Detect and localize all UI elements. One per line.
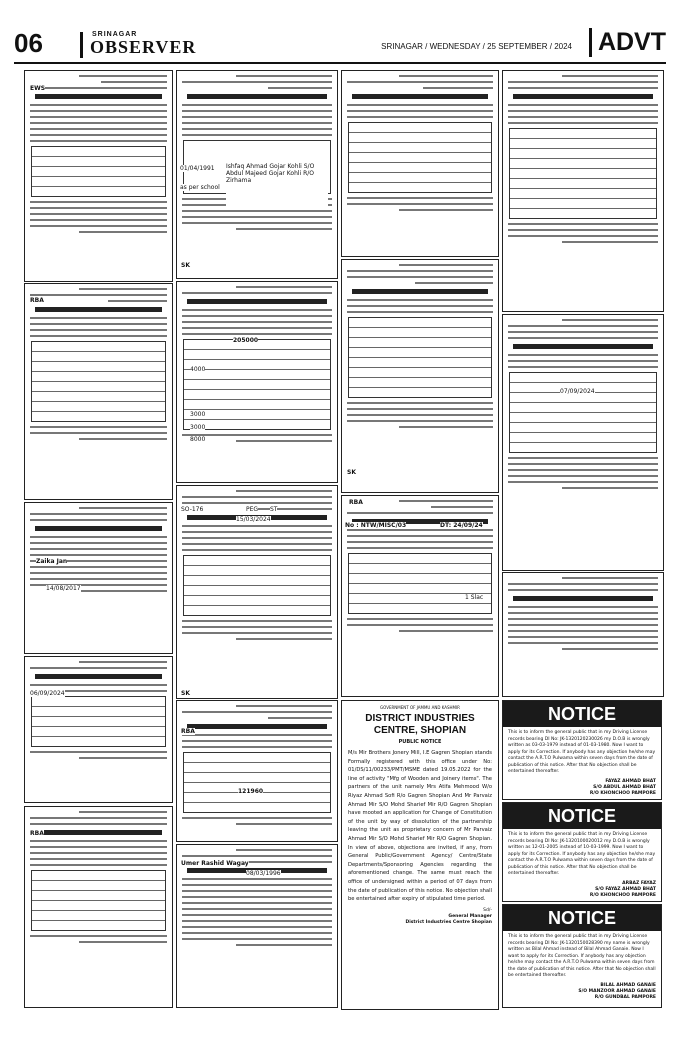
ad-col4-c — [502, 572, 664, 697]
amount-label-2: 121960 — [238, 788, 264, 795]
ntw-date: DT: 24/09/24 — [440, 522, 483, 529]
notice-text: This is to inform the general public that in my Driving License records bearing DI No: JK-1320120230026 my D.O.B is wrongly written as 03-03-1979 instead of 01-03-1980. Now I want to apply for its Correction. If anybody has any objection he/she may contact the A.R.T.O Pulwama within seven days from the date of publication of this notice. After that No objection shall be entertained thereafter. — [508, 730, 656, 774]
date-label-3: 15/03/2024 — [236, 516, 271, 523]
notice-heading: NOTICE — [503, 905, 661, 931]
notice-sd: Sd/- — [483, 907, 492, 913]
page-number: 06 — [14, 28, 43, 58]
rba-label-4: RBA — [349, 499, 363, 506]
notice-name: FAYAZ AHMAD BHAT — [605, 778, 656, 784]
date-label-2: 06/09/2024 — [30, 690, 65, 697]
as-per-school: as per school — [180, 184, 220, 191]
person-name-1: Ishfaq Ahmad Gojar Kohli S/O Abdul Majeed Gojar Kohli R/O Zirhama — [226, 163, 328, 207]
notice-sign-office: District Industries Centre Shopian — [405, 919, 492, 925]
government-label: GOVERNMENT OF JAMMU AND KASHMIR — [380, 705, 460, 710]
st-label: ST — [270, 506, 278, 513]
ad-col3-b — [341, 259, 499, 493]
section-label: ADVT — [589, 28, 666, 57]
ad-col1-b — [24, 283, 173, 500]
date-label-4: 08/03/1996 — [246, 870, 281, 877]
slac-label: 1 Slac — [465, 594, 484, 601]
dl-notice-2 — [502, 802, 662, 902]
notice-parent: S/O ABDUL AHMAD BHAT — [593, 784, 656, 790]
amount-label-1: 205000 — [233, 337, 259, 344]
paper-name-top: SRINAGAR — [92, 31, 138, 38]
sk-label-1: SK — [181, 262, 190, 269]
notice-body: M/s Mir Brothers Jonery Mill, I.E Gagren Shopian stands Formally registered with this office under No: 01/DS/11/00233/PMT/MSME dated 19.05.2022 for the line of activity "Mfg of Wooden and Joinery items". The partners of the unit namely Mrs Atifa Mehmood W/o Riyaz Ahmad Sofi R/o Gagren Shopian And Mr Parvaiz Ahmad Mir S/O Mohd Sharief Mir R/O Gagren Shopian have mooted an application for Change of Constitution of the unit by way of dissolution of the partnership leaving the unit as proprietary concern of Mr Parvaiz Ahmad Mir S/O Mohd Sharief Mir R/O Gagren Shopian. In view of above, objections are invited, if any, from General Public/Government Agency/ Centre/State Departments/Sponsoring Agencies regarding the aforementioned change. The same must reach the office of undersigned within a period of 07 days from the date of publication of this notice. No objection shall be entertained after expiry of stipulated time period. — [348, 750, 492, 903]
ad-col3-a — [341, 70, 499, 257]
ad-col4-b — [502, 314, 664, 571]
notice-sign-title: General Manager — [448, 913, 492, 919]
ad-col1-d — [24, 656, 173, 803]
paper-name: OBSERVER — [90, 37, 197, 57]
notice-title: DISTRICT INDUSTRIES CENTRE, SHOPIAN — [365, 713, 475, 736]
ad-col4-a — [502, 70, 664, 312]
notice-parent: S/O FAYAZ AHMAD BHAT — [595, 886, 656, 892]
notice-text: This is to inform the general public that in my Driving License records bearing DI No: JK-1320150028390 my name is wrongly written as Bilal Ahmad instead of Bilal Ahmad Ganaie. Now I want to apply for its Correction. If anybody has any objection he/she may contact the A.R.T.O Pulwama within seven days from the date of publication of this notice. After that No objection shall be entertained thereafter. — [508, 934, 656, 978]
ntw-number: No : NTW/MISC/03 — [345, 522, 407, 529]
ad-col2-e — [176, 844, 338, 1008]
notice-parent: S/O MANZOOR AHMAD GANAIE — [578, 988, 656, 994]
notice-name: ARBAZ FAYAZ — [622, 880, 656, 886]
date-label-5: 07/09/2024 — [560, 388, 595, 395]
dl-notice-1 — [502, 700, 662, 800]
dob-label-1: 01/04/1991 — [180, 165, 215, 172]
so-label: SO-176 — [181, 506, 204, 513]
date-label-1: 14/08/2017 — [46, 585, 81, 592]
notice-address: R/O GUNDBAL PAMPORE — [594, 994, 656, 1000]
notice-heading: NOTICE — [503, 803, 661, 829]
ews-label: EWS — [30, 85, 46, 92]
dl-notice-3 — [502, 904, 662, 1008]
ad-col1-c — [24, 502, 173, 654]
zaika-name: Zaika Jan — [36, 558, 68, 565]
value-1: 4000 — [190, 366, 206, 373]
district-industries-notice — [341, 700, 499, 1010]
ad-col2-b — [176, 281, 338, 483]
ad-col1-e — [24, 806, 173, 1008]
rba-label-3: RBA — [181, 728, 195, 735]
masthead-divider — [80, 32, 83, 58]
peg-label: PEG — [246, 506, 259, 513]
ad-col1-a — [24, 70, 173, 282]
value-2: 3000 — [190, 411, 206, 418]
sk-label-2: SK — [181, 690, 190, 697]
notice-text: This is to inform the general public that in my Driving License records bearing DI No: JK-1320100020012 my D.O.B is wrongly written as 12-01-2005 instead of 10-03-1999. Now I want to apply for its Correction. If anybody has any objection he/she may contact the A.R.T.O Pulwama within seven days from the date of publication of this notice. After that No objection shall be entertained thereafter. — [508, 832, 656, 876]
rba-label-2: RBA — [30, 830, 44, 837]
notice-subtitle: PUBLIC NOTICE — [398, 739, 442, 745]
umer-name: Umer Rashid Wagay — [181, 860, 249, 867]
notice-address: R/O KHONCHOO PAMPORE — [589, 790, 656, 796]
masthead — [14, 28, 666, 64]
notice-heading: NOTICE — [503, 701, 661, 727]
ad-col2-d — [176, 700, 338, 842]
sk-label-3: SK — [347, 469, 356, 476]
notice-name: BILAL AHMAD GANAIE — [600, 982, 656, 988]
value-3: 3000 — [190, 424, 206, 431]
notice-address: R/O KHONCHOO PAMPORE — [589, 892, 656, 898]
dateline: SRINAGAR / WEDNESDAY / 25 SEPTEMBER / 2024 — [381, 42, 572, 51]
value-4: 8000 — [190, 436, 206, 443]
rba-label-1: RBA — [30, 297, 44, 304]
